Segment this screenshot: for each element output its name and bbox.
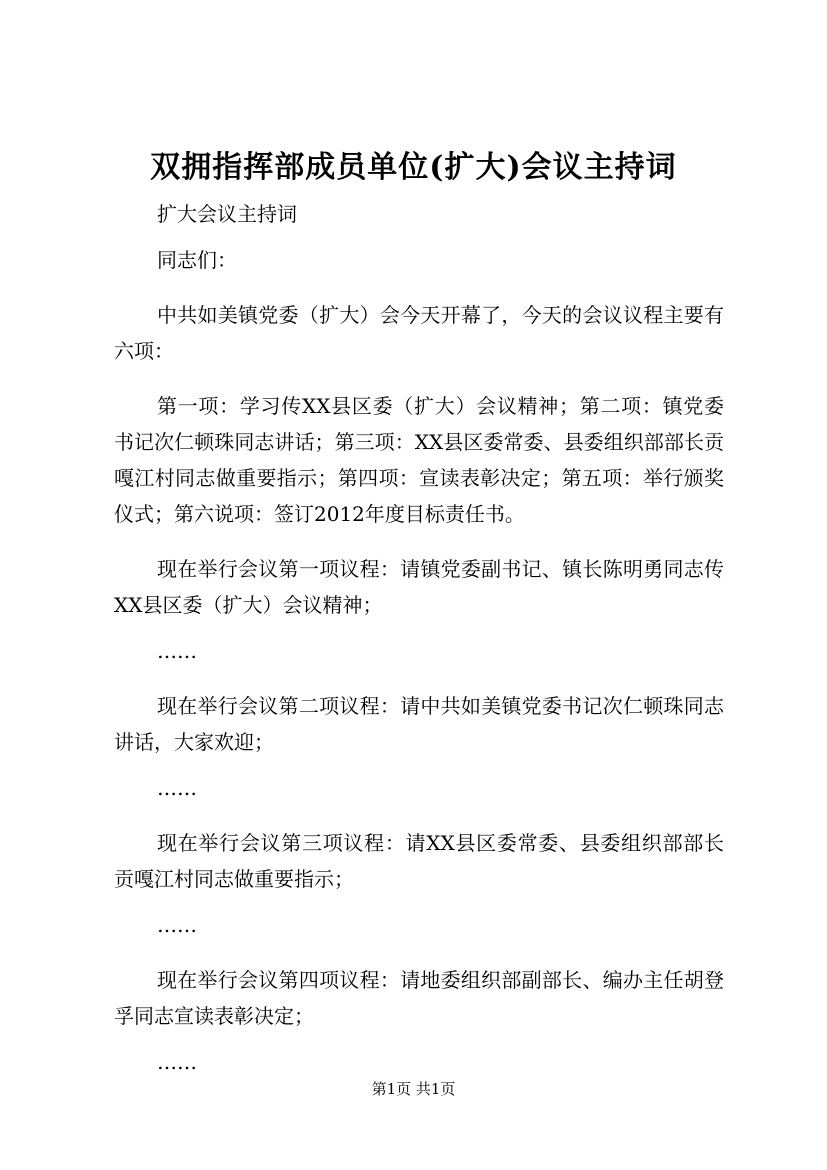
document-body (114, 196, 724, 1099)
ellipsis-2: …… (157, 776, 197, 800)
paragraph-item-4: 现在举行会议第四项议程：请地委组织部副部长、编办主任胡登孚同志宣读表彰决定； (114, 968, 724, 1028)
ellipsis-4: …… (157, 1050, 197, 1074)
document-title: 双拥指挥部成员单位(扩大)会议主持词 (150, 150, 677, 185)
paragraph-item-1: 现在举行会议第一项议程：请镇党委副书记、镇长陈明勇同志传XX县区委（扩大）会议精神； (114, 557, 724, 617)
paragraph-opening: 中共如美镇党委（扩大）会今天开幕了，今天的会议议程主要有六项： (114, 303, 724, 363)
ellipsis-1: …… (157, 639, 197, 663)
paragraph-subtitle: 扩大会议主持词 (157, 202, 297, 226)
paragraph-item-3: 现在举行会议第三项议程：请XX县区委常委、县委组织部部长贡嘎江村同志做重要指示； (114, 831, 724, 891)
ellipsis-3: …… (157, 913, 197, 937)
page-footer: 第1页 共1页 (371, 1080, 456, 1098)
paragraph-salutation: 同志们： (157, 248, 237, 272)
paragraph-item-2: 现在举行会议第二项议程：请中共如美镇党委书记次仁顿珠同志讲话，大家欢迎； (114, 694, 724, 754)
paragraph-agenda: 第一项：学习传XX县区委（扩大）会议精神；第二项：镇党委书记次仁顿珠同志讲话；第三项：XX县区委常委、县委组织部部长贡嘎江村同志做重要指示；第四项：宣读表彰决定；第五项：举行颁奖仪式；第六说项：签订2012年度目标责任书。 (114, 394, 724, 526)
